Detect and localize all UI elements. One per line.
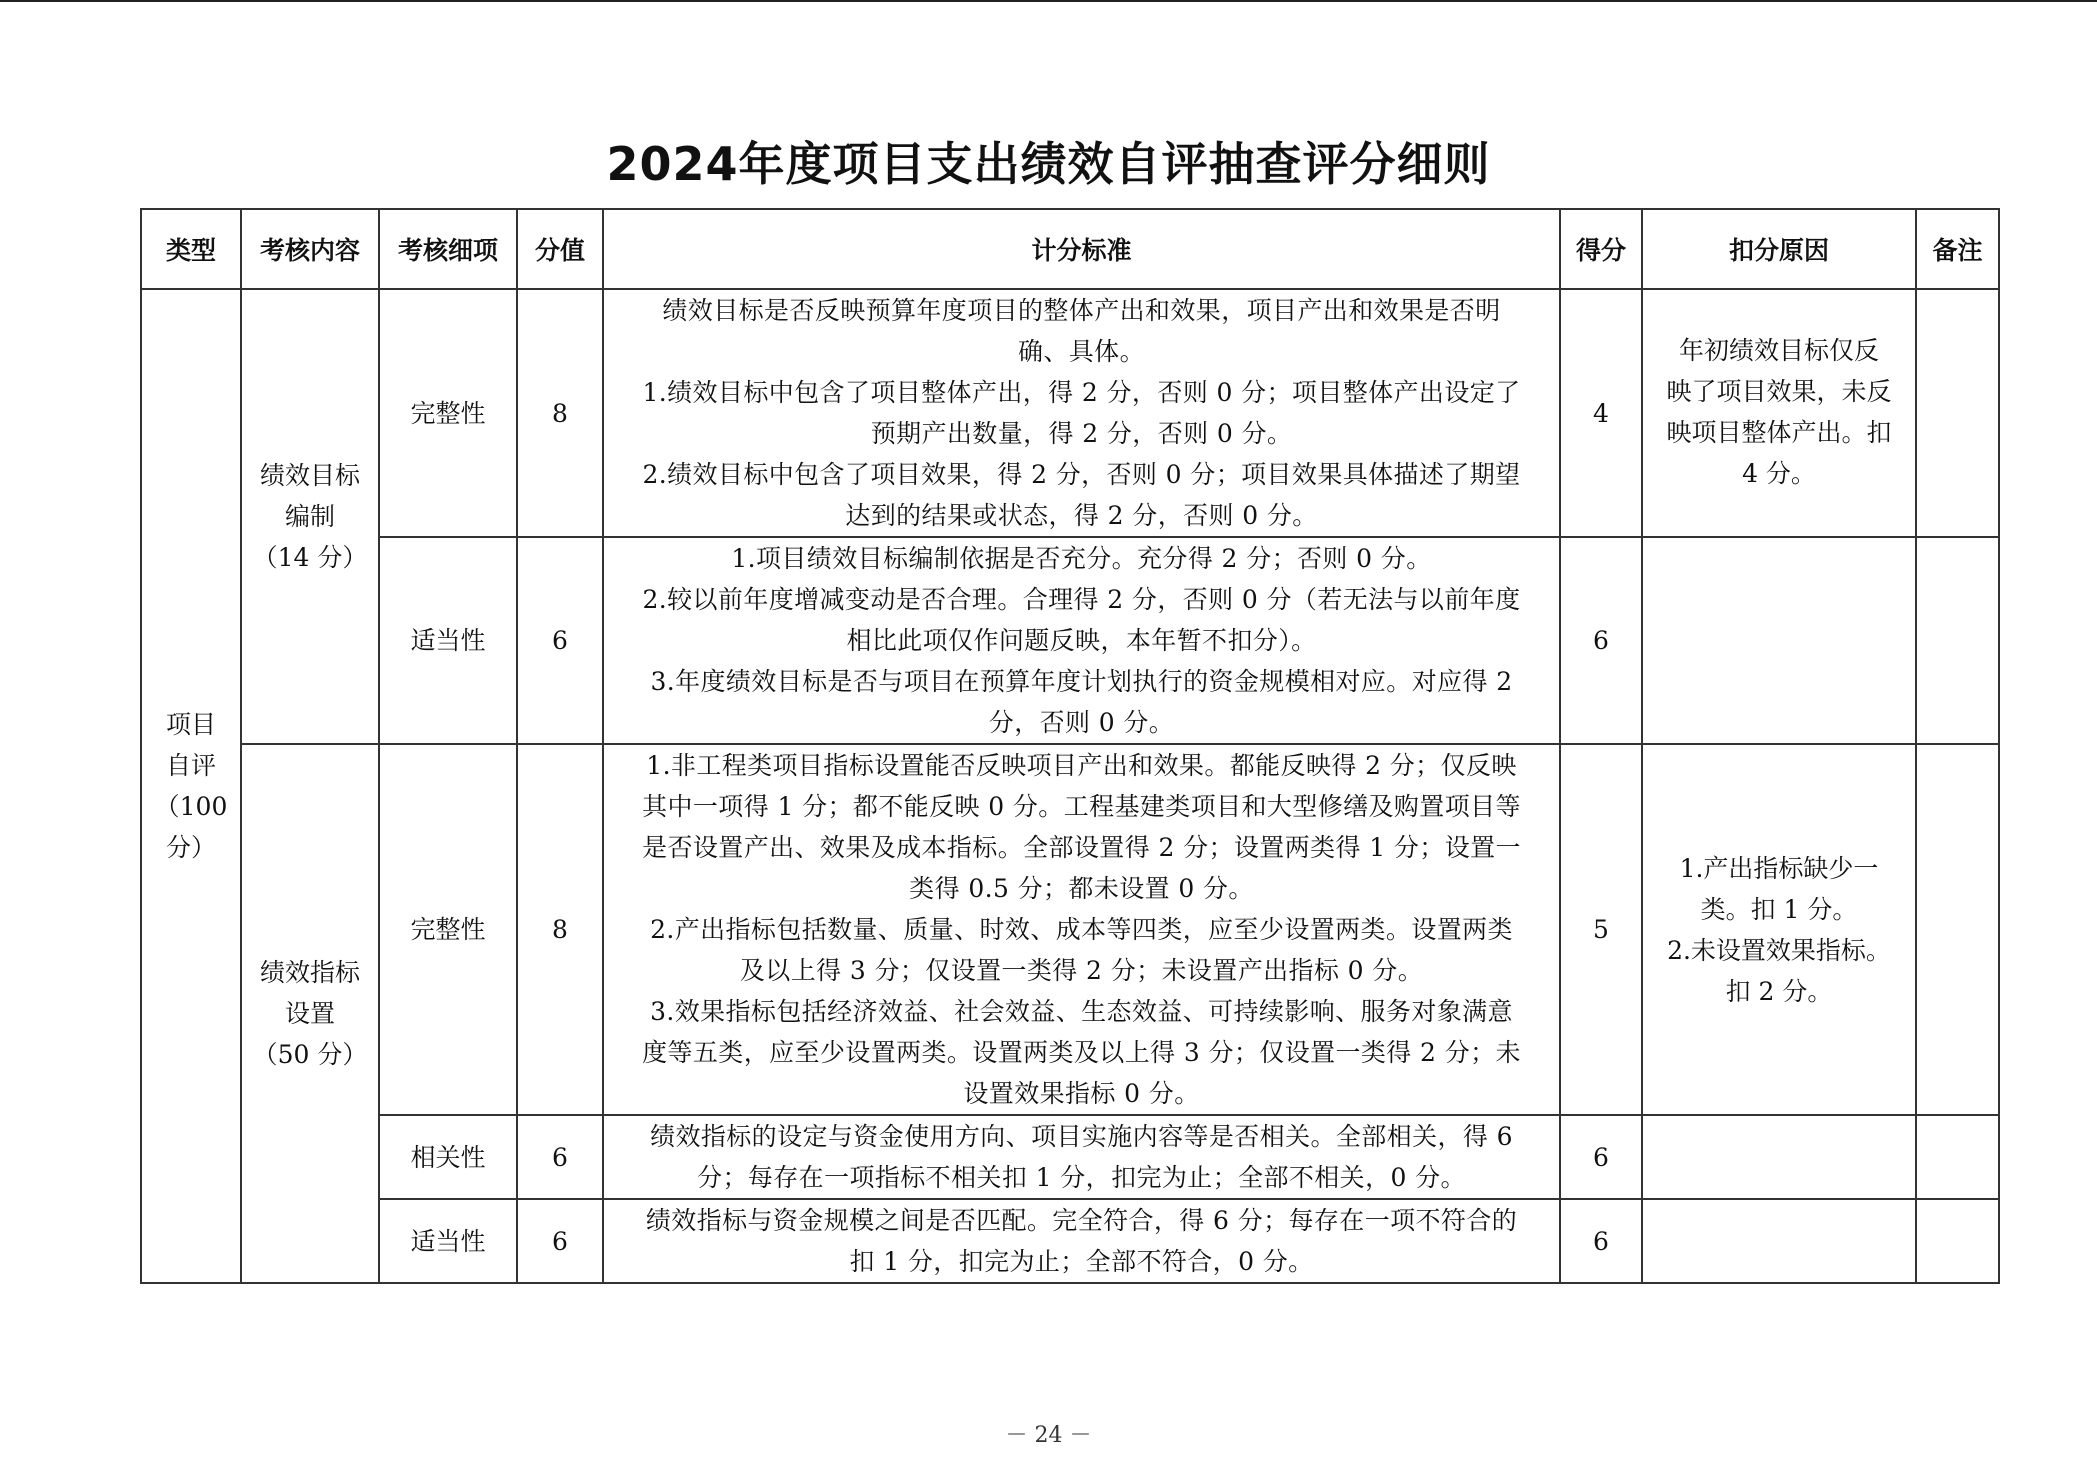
criteria-cell xyxy=(603,537,1560,744)
score-cell: 6 xyxy=(517,1199,603,1283)
criteria-line: 度等五类，应至少设置两类。设置两类及以上得 3 分；仅设置一类得 2 分；未 xyxy=(642,1038,1521,1067)
reason-cell xyxy=(1642,289,1916,537)
reason-line: 2.未设置效果指标。 xyxy=(1667,935,1891,965)
note-cell xyxy=(1916,537,1999,744)
type-line: 自评 xyxy=(165,751,216,780)
table-row xyxy=(141,1115,1999,1199)
header-item: 考核细项 xyxy=(379,209,517,289)
header-type: 类型 xyxy=(141,209,241,289)
item-cell: 完整性 xyxy=(379,289,517,537)
score-cell: 6 xyxy=(517,1115,603,1199)
content-line: 编制 xyxy=(284,502,335,531)
criteria-line: 分，否则 0 分。 xyxy=(988,708,1175,737)
criteria-line: 其中一项得 1 分；都不能反映 0 分。工程基建类项目和大型修缮及购置项目等 xyxy=(642,792,1521,821)
criteria-cell xyxy=(603,289,1560,537)
criteria-cell xyxy=(603,1115,1560,1199)
note-cell xyxy=(1916,289,1999,537)
header-criteria: 计分标准 xyxy=(603,209,1560,289)
table-row xyxy=(141,289,1999,537)
page-number: － 24 － xyxy=(1005,1423,1092,1448)
criteria-line: 1.绩效目标中包含了项目整体产出，得 2 分，否则 0 分；项目整体产出设定了 xyxy=(642,378,1521,407)
reason-line: 映了项目效果，未反 xyxy=(1666,377,1892,406)
note-cell xyxy=(1916,744,1999,1115)
criteria-line: 设置效果指标 0 分。 xyxy=(963,1079,1200,1108)
table-row xyxy=(141,744,1999,1115)
header-row xyxy=(141,209,1999,289)
criteria-line: 绩效指标的设定与资金使用方向、项目实施内容等是否相关。全部相关，得 6 xyxy=(650,1122,1513,1151)
criteria-line: 类得 0.5 分；都未设置 0 分。 xyxy=(909,874,1254,903)
criteria-line: 预期产出数量，得 2 分，否则 0 分。 xyxy=(870,419,1293,448)
header-note: 备注 xyxy=(1916,209,1999,289)
content-line: 绩效目标 xyxy=(259,461,360,490)
content-group-cell xyxy=(241,744,379,1283)
criteria-line: 2.绩效目标中包含了项目效果，得 2 分，否则 0 分；项目效果具体描述了期望 xyxy=(642,460,1521,489)
got-score-cell: 6 xyxy=(1560,537,1642,744)
criteria-line: 确、具体。 xyxy=(1017,337,1145,366)
reason-line: 4 分。 xyxy=(1742,459,1816,488)
type-line: （100 xyxy=(154,792,228,821)
criteria-cell xyxy=(603,1199,1560,1283)
criteria-line: 1.项目绩效目标编制依据是否充分。充分得 2 分；否则 0 分。 xyxy=(731,544,1432,573)
content-line: 绩效指标 xyxy=(259,958,360,987)
criteria-line: 达到的结果或状态，得 2 分，否则 0 分。 xyxy=(845,501,1318,530)
item-cell: 适当性 xyxy=(379,537,517,744)
header-got: 得分 xyxy=(1560,209,1642,289)
reason-cell xyxy=(1642,744,1916,1115)
score-cell: 8 xyxy=(517,289,603,537)
reason-line: 年初绩效目标仅反 xyxy=(1678,336,1879,365)
got-score-cell: 6 xyxy=(1560,1115,1642,1199)
document-title: 2024年度项目支出绩效自评抽查评分细则 xyxy=(606,137,1491,191)
criteria-line: 3.效果指标包括经济效益、社会效益、生态效益、可持续影响、服务对象满意 xyxy=(650,997,1513,1026)
criteria-line: 2.产出指标包括数量、质量、时效、成本等四类，应至少设置两类。设置两类 xyxy=(650,915,1513,944)
content-line: 设置 xyxy=(284,999,335,1028)
reason-cell xyxy=(1642,537,1916,744)
scoring-table xyxy=(140,208,2000,1284)
item-cell: 相关性 xyxy=(379,1115,517,1199)
criteria-cell xyxy=(603,744,1560,1115)
header-content: 考核内容 xyxy=(241,209,379,289)
table-row xyxy=(141,1199,1999,1283)
type-line: 项目 xyxy=(165,710,216,739)
criteria-line: 相比此项仅作问题反映，本年暂不扣分）。 xyxy=(846,626,1317,655)
reason-line: 类。扣 1 分。 xyxy=(1700,894,1858,924)
table-row xyxy=(141,537,1999,744)
reason-line: 1.产出指标缺少一 xyxy=(1679,853,1879,883)
criteria-line: 扣 1 分，扣完为止；全部不符合，0 分。 xyxy=(849,1247,1314,1276)
criteria-line: 是否设置产出、效果及成本指标。全部设置得 2 分；设置两类得 1 分；设置一 xyxy=(642,833,1521,862)
header-reason: 扣分原因 xyxy=(1642,209,1916,289)
item-cell: 完整性 xyxy=(379,744,517,1115)
content-group-cell xyxy=(241,289,379,744)
type-line: 分） xyxy=(165,833,216,862)
note-cell xyxy=(1916,1115,1999,1199)
top-border-rule xyxy=(0,0,2097,2)
criteria-line: 及以上得 3 分；仅设置一类得 2 分；未设置产出指标 0 分。 xyxy=(739,956,1424,985)
score-cell: 8 xyxy=(517,744,603,1115)
score-cell: 6 xyxy=(517,537,603,744)
reason-cell xyxy=(1642,1115,1916,1199)
type-cell xyxy=(141,289,241,1283)
got-score-cell: 5 xyxy=(1560,744,1642,1115)
reason-cell xyxy=(1642,1199,1916,1283)
item-cell: 适当性 xyxy=(379,1199,517,1283)
reason-line: 映项目整体产出。扣 xyxy=(1666,418,1892,447)
criteria-line: 1.非工程类项目指标设置能否反映项目产出和效果。都能反映得 2 分；仅反映 xyxy=(646,751,1517,780)
criteria-line: 绩效目标是否反映预算年度项目的整体产出和效果，项目产出和效果是否明 xyxy=(662,296,1501,325)
criteria-line: 分；每存在一项指标不相关扣 1 分，扣完为止；全部不相关，0 分。 xyxy=(697,1163,1466,1192)
content-line: （14 分） xyxy=(252,543,368,572)
note-cell xyxy=(1916,1199,1999,1283)
content-line: （50 分） xyxy=(252,1040,368,1069)
criteria-line: 绩效指标与资金规模之间是否匹配。完全符合，得 6 分；每存在一项不符合的 xyxy=(645,1206,1518,1235)
reason-line: 扣 2 分。 xyxy=(1725,976,1833,1006)
got-score-cell: 6 xyxy=(1560,1199,1642,1283)
header-score: 分值 xyxy=(517,209,603,289)
got-score-cell: 4 xyxy=(1560,289,1642,537)
criteria-line: 3.年度绩效目标是否与项目在预算年度计划执行的资金规模相对应。对应得 2 xyxy=(650,667,1513,696)
criteria-line: 2.较以前年度增减变动是否合理。合理得 2 分，否则 0 分（若无法与以前年度 xyxy=(642,585,1521,614)
